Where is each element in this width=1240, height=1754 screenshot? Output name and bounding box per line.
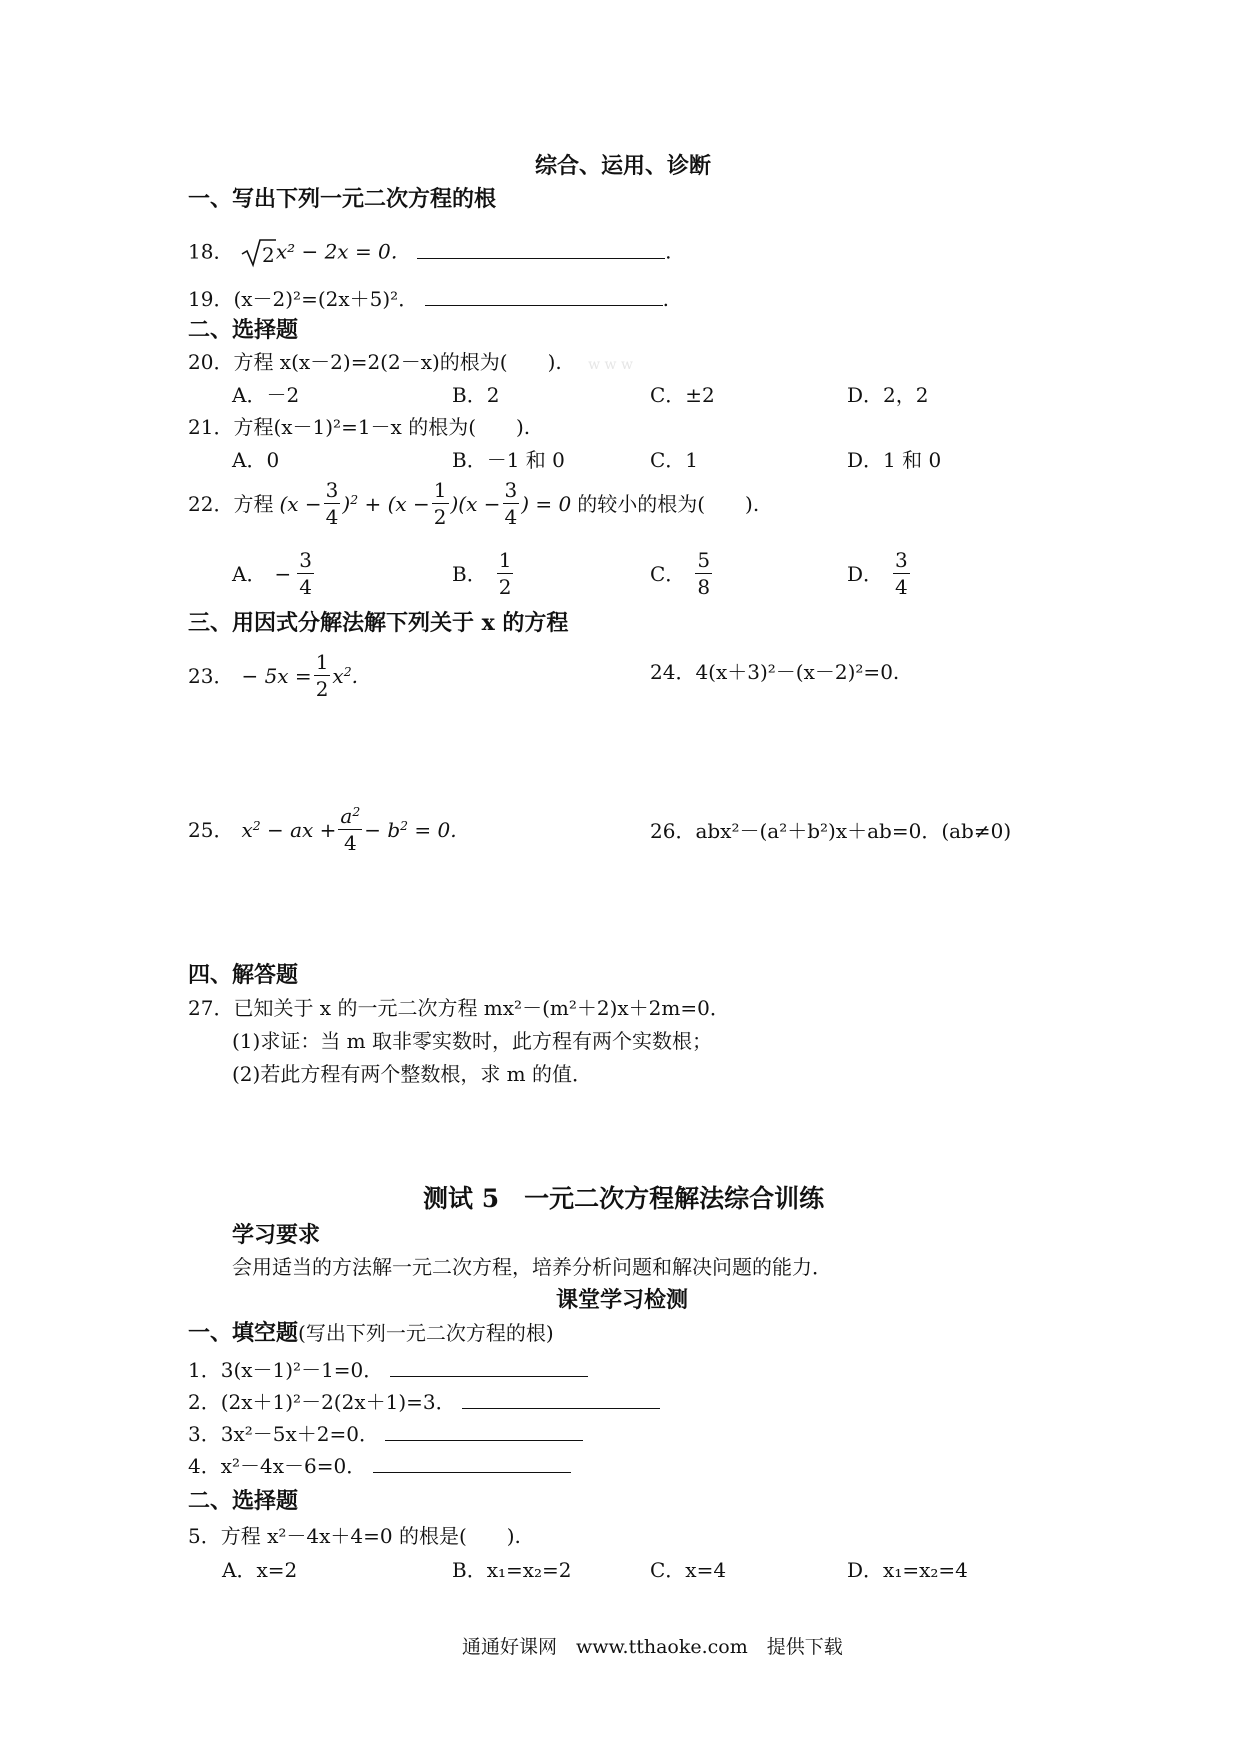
question-22 xyxy=(188,480,759,527)
question-stem: 已知关于 x 的一元二次方程 mx²－(m²＋2)x＋2m=0． xyxy=(233,996,730,1020)
question-19 xyxy=(188,287,669,309)
question-number: 20． xyxy=(188,350,234,374)
stem-prefix: 方程 xyxy=(233,491,274,516)
option-d[interactable]: D．2，2 xyxy=(847,383,929,407)
option-b[interactable]: B．x₁=x₂=2 xyxy=(452,1558,572,1582)
fraction-a2-4: $\frac{a^2}{4}$ xyxy=(340,804,361,855)
question-24 xyxy=(650,662,899,682)
equation: (x − xyxy=(279,491,322,516)
question-stem: 方程(x－1)²=1－x 的根为( ). xyxy=(233,415,531,439)
test5-question-4: 4．x²－4x－6=0． xyxy=(188,1454,571,1476)
answer-blank[interactable] xyxy=(390,1358,588,1377)
fraction-3-4: $\frac{3}{4}$ xyxy=(325,478,339,529)
equation: − 5x = xyxy=(241,663,312,688)
fraction-1-2: $\frac{1}{2}$ xyxy=(433,478,447,529)
question-25 xyxy=(188,806,457,853)
test5-question-5: 5．方程 x²－4x＋4=0 的根是( ). xyxy=(188,1524,521,1548)
option-d[interactable]: D．x₁=x₂=4 xyxy=(847,1558,968,1582)
question-23 xyxy=(188,652,358,699)
requirements-text: 会用适当的方法解一元二次方程，培养分析问题和解决问题的能力． xyxy=(232,1255,832,1279)
question-27-part-1: (1)求证：当 m 取非零实数时，此方程有两个实数根； xyxy=(232,1029,713,1053)
option-a[interactable]: A．－2 xyxy=(232,383,300,407)
option-d[interactable]: D． $\frac{3}{4}$ xyxy=(847,548,908,599)
equation: 4(x＋3)²－(x－2)²=0. xyxy=(695,660,900,684)
answer-blank[interactable] xyxy=(417,240,665,259)
equation: ) = 0 xyxy=(521,491,572,516)
fraction-3-4: $\frac{3}{4}$ xyxy=(504,478,518,529)
question-27-part-2: (2)若此方程有两个整数根，求 m 的值． xyxy=(232,1062,593,1086)
option-b[interactable]: B．2 xyxy=(452,383,500,407)
equation: (x－2)²=(2x＋5)²． xyxy=(233,287,419,311)
option-a[interactable]: A．x=2 xyxy=(222,1558,298,1582)
equation: abx²－(a²＋b²)x＋ab=0．(ab≠0) xyxy=(695,819,1012,843)
equation: $x^2$ − ax + xyxy=(241,817,337,842)
page-title: 综合、运用、诊断 xyxy=(535,153,712,179)
option-c[interactable]: C． $\frac{5}{8}$ xyxy=(650,548,711,599)
answer-blank[interactable] xyxy=(425,287,663,306)
sqrt-argument: 2 xyxy=(261,243,275,267)
option-b[interactable]: B． $\frac{1}{2}$ xyxy=(452,548,512,599)
question-27 xyxy=(188,998,730,1018)
equation: x² − 2x = 0． xyxy=(275,239,411,264)
option-a[interactable]: A． − $\frac{3}{4}$ xyxy=(232,548,312,599)
option-c[interactable]: C．x=4 xyxy=(650,1558,727,1582)
section-4-title: 四、解答题 xyxy=(188,962,299,988)
option-c[interactable]: C．±2 xyxy=(650,383,715,407)
question-number: 21． xyxy=(188,415,234,439)
test5-question-2: 2．(2x＋1)²－2(2x＋1)=3． xyxy=(188,1390,660,1412)
answer-blank[interactable] xyxy=(385,1422,583,1441)
equation: )(x − xyxy=(450,491,501,516)
question-18 xyxy=(188,238,672,268)
fraction-1-2: $\frac{1}{2}$ xyxy=(315,650,329,701)
question-stem: 方程 x(x－2)=2(2－x)的根为( ). xyxy=(233,350,562,374)
sqrt-symbol xyxy=(240,238,276,268)
option-c[interactable]: C．1 xyxy=(650,448,699,472)
test5-question-3: 3．3x²－5x＋2=0． xyxy=(188,1422,583,1444)
question-number: 18． xyxy=(188,239,234,264)
question-number: 23． xyxy=(188,663,234,688)
section-3-title: 三、用因式分解法解下列关于 x 的方程 xyxy=(188,610,569,636)
test5-question-1: 1．3(x－1)²－1=0． xyxy=(188,1358,588,1380)
answer-blank[interactable] xyxy=(373,1454,571,1473)
choice-section-title: 二、选择题 xyxy=(188,1488,299,1514)
stem-suffix: 的较小的根为( ). xyxy=(577,491,760,516)
question-number: 27． xyxy=(188,996,234,1020)
equation: − $b^2 = 0$. xyxy=(364,817,457,842)
question-number: 26． xyxy=(650,819,696,843)
watermark: w w w xyxy=(588,357,633,373)
question-20 xyxy=(188,352,633,372)
question-number: 24． xyxy=(650,660,696,684)
section-1-title: 一、写出下列一元二次方程的根 xyxy=(188,186,497,212)
class-check-title: 课堂学习检测 xyxy=(556,1287,689,1313)
option-b[interactable]: B．－1 和 0 xyxy=(452,448,565,472)
page-footer: 通通好课网 www.tthaoke.com 提供下载 xyxy=(462,1636,843,1658)
question-number: 25． xyxy=(188,817,234,842)
question-number: 22． xyxy=(188,491,234,516)
option-a[interactable]: A．0 xyxy=(232,448,280,472)
option-d[interactable]: D．1 和 0 xyxy=(847,448,942,472)
test-title: 测试 5 一元二次方程解法综合训练 xyxy=(423,1184,825,1213)
section-2-title: 二、选择题 xyxy=(188,317,299,343)
end-mark: . xyxy=(662,287,669,311)
equation: $x^2$. xyxy=(332,663,358,688)
answer-blank[interactable] xyxy=(462,1390,660,1409)
equation: )$^2$ + (x − xyxy=(342,491,430,516)
question-21 xyxy=(188,417,530,437)
fill-blank-section-title: 一、填空题(写出下列一元二次方程的根) xyxy=(188,1320,554,1346)
end-mark: . xyxy=(665,239,672,264)
question-number: 19． xyxy=(188,287,234,311)
requirements-title: 学习要求 xyxy=(232,1222,321,1248)
question-26 xyxy=(650,821,1011,841)
